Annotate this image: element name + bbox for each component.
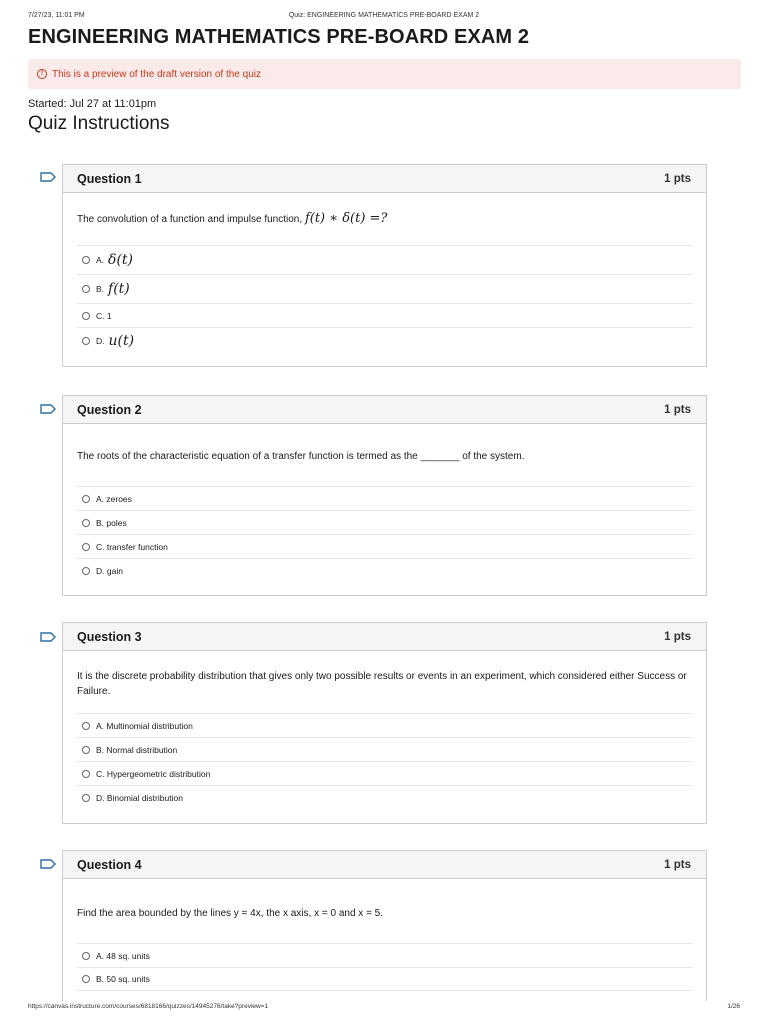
answer-option[interactable]	[77, 486, 692, 510]
answer-option[interactable]	[77, 737, 692, 761]
answer-label: B. 50 sq. units	[96, 974, 150, 984]
answer-label: B. poles	[96, 517, 127, 528]
answer-label: A. Multinomial distribution	[96, 720, 193, 731]
answer-label: C. transfer function	[96, 541, 168, 552]
question-3	[62, 622, 707, 824]
question-text: The roots of the characteristic equation of a transfer function is termed as the _______ of the system.	[77, 451, 525, 462]
answer-option[interactable]	[77, 761, 692, 785]
answer-letter: B.	[96, 284, 105, 294]
answer-option[interactable]	[77, 327, 692, 353]
question-header	[63, 851, 706, 879]
question-name: Question 1	[77, 171, 142, 186]
answer-label: A. zeroes	[96, 493, 132, 504]
answer-math: δ(t)	[108, 252, 134, 268]
question-points: 1 pts	[664, 172, 691, 185]
answer-option[interactable]	[77, 274, 692, 303]
answer-label: D. gain	[96, 565, 123, 576]
flag-question-icon[interactable]	[40, 632, 56, 642]
answer-option[interactable]	[77, 785, 692, 809]
print-header	[28, 12, 740, 22]
question-text: Find the area bounded by the lines y = 4x, the x axis, x = 0 and x = 5.	[77, 908, 384, 919]
question-name: Question 2	[77, 402, 142, 417]
draft-alert-text: This is a preview of the draft version of the quiz	[52, 68, 261, 80]
answer-label: B. Normal distribution	[96, 744, 178, 755]
print-url: https://canvas.instructure.com/courses/6818166/quizzes/14945276/take?preview=1	[28, 1003, 269, 1010]
warning-icon: !	[37, 69, 47, 79]
radio-button[interactable]	[82, 567, 90, 575]
print-date: 7/27/23, 11:01 PM	[28, 12, 85, 19]
question-header	[63, 396, 706, 424]
flag-question-icon[interactable]	[40, 859, 56, 869]
answer-math: u(t)	[108, 332, 135, 349]
answer-option[interactable]	[77, 303, 692, 327]
radio-button[interactable]	[82, 975, 90, 983]
radio-button[interactable]	[82, 794, 90, 802]
question-text	[77, 193, 692, 245]
question-name: Question 4	[77, 857, 142, 872]
answer-label: C. Hypergeometric distribution	[96, 768, 211, 779]
answer-option[interactable]	[77, 245, 692, 274]
question-header	[63, 623, 706, 651]
page-number: 1/26	[727, 1003, 740, 1010]
started-time: Started: Jul 27 at 11:01pm	[28, 98, 157, 110]
radio-button[interactable]	[82, 337, 90, 345]
answer-label: A. 48 sq. units	[96, 950, 150, 961]
question-text: It is the discrete probability distribution that gives only two possible results or events in an experiment, which considered either Success or Failure.	[77, 671, 687, 697]
draft-alert	[28, 59, 741, 89]
radio-button[interactable]	[82, 952, 90, 960]
answer-label: D. Binomial distribution	[96, 792, 183, 803]
question-points: 1 pts	[664, 858, 691, 871]
question-name: Question 3	[77, 629, 142, 644]
flag-question-icon[interactable]	[40, 172, 56, 182]
answer-option[interactable]	[77, 510, 692, 534]
instructions-title: Quiz Instructions	[28, 113, 170, 134]
answer-letter: C. 1	[96, 310, 112, 321]
answer-option[interactable]	[77, 713, 692, 737]
answer-option[interactable]	[77, 943, 692, 967]
radio-button[interactable]	[82, 312, 90, 320]
page-title: ENGINEERING MATHEMATICS PRE-BOARD EXAM 2	[28, 26, 530, 48]
question-text-plain: The convolution of a function and impulse function,	[77, 214, 303, 225]
radio-button[interactable]	[82, 543, 90, 551]
answer-option[interactable]	[77, 534, 692, 558]
question-2	[62, 395, 707, 596]
print-title: Quiz: ENGINEERING MATHEMATICS PRE-BOARD EXAM 2	[288, 12, 480, 19]
radio-button[interactable]	[82, 770, 90, 778]
answer-letter: D.	[96, 335, 105, 346]
radio-button[interactable]	[82, 256, 90, 264]
print-footer	[28, 1003, 740, 1010]
radio-button[interactable]	[82, 746, 90, 754]
answer-option[interactable]	[77, 558, 692, 582]
question-text-math: f(t) ∗ δ(t) =?	[304, 211, 388, 226]
question-1	[62, 164, 707, 367]
answer-letter: A.	[96, 255, 105, 265]
question-points: 1 pts	[664, 630, 691, 643]
answer-math: f(t)	[108, 281, 130, 297]
question-points: 1 pts	[664, 403, 691, 416]
question-header	[63, 165, 706, 193]
radio-button[interactable]	[82, 285, 90, 293]
radio-button[interactable]	[82, 519, 90, 527]
radio-button[interactable]	[82, 722, 90, 730]
flag-question-icon[interactable]	[40, 404, 56, 414]
radio-button[interactable]	[82, 495, 90, 503]
question-4	[62, 850, 707, 1001]
answer-option[interactable]	[77, 967, 692, 991]
